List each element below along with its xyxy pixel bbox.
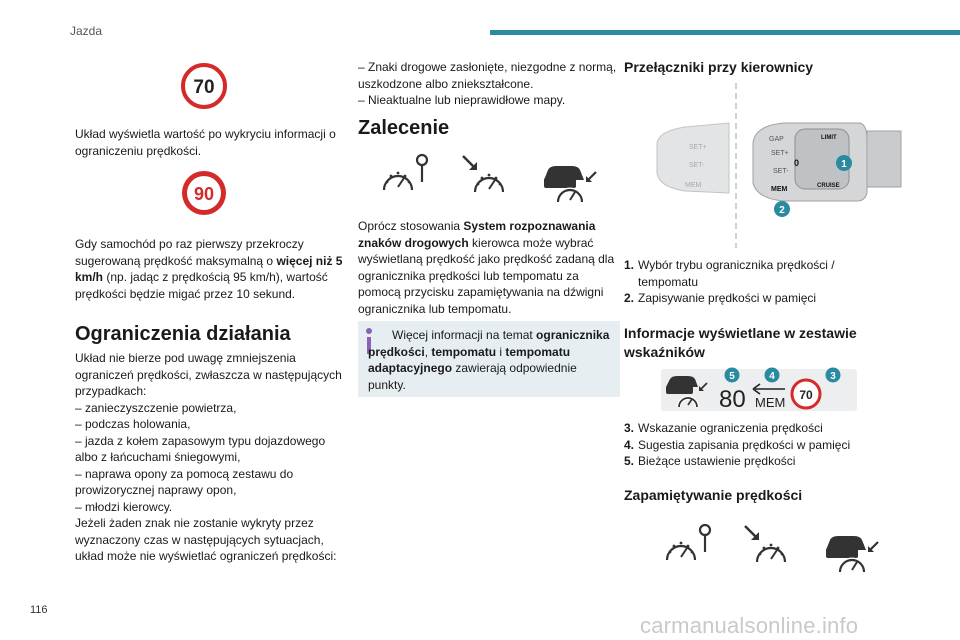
- svg-text:SET-: SET-: [689, 162, 705, 169]
- sign-70-text: 70: [193, 77, 215, 98]
- limitations-block: [75, 350, 343, 565]
- svg-text:0: 0: [794, 158, 800, 168]
- heading-steering-switches: Przełączniki przy kierownicy: [624, 59, 814, 75]
- heading-limitations: Ograniczenia działania: [75, 323, 291, 345]
- info-text: Więcej informacji na temat ogranicznika prędkości, tempomatu i tempomatu adaptacyjnego zawierają odpowiednie punkty.: [368, 328, 610, 392]
- info-box: [358, 321, 620, 397]
- limitations-item: – jazda z kołem zapasowym typu dojazdowego albo z łańcuchami śniegowymi,: [75, 433, 326, 464]
- overspeed-paragraph: Gdy samochód po raz pierwszy przekroczy sugerowaną prędkość maksymalną o więcej niż 5 km/h (np. jadąc z prędkością 95 km/h), wartość prędkości będzie migać przez 10 sekund.: [75, 237, 343, 301]
- speedometer-pin-icon: [661, 522, 717, 566]
- svg-text:CRUISE: CRUISE: [817, 183, 840, 189]
- svg-text:5: 5: [729, 371, 735, 382]
- svg-text:80: 80: [719, 386, 746, 413]
- recommendation-paragraph: Oprócz stosowania System rozpoznawania znaków drogowych kierowca może wybrać wyświetlaną prędkość jako prędkość zadaną dla ogranicznika prędkości lub tempomatu za pomocą przycisku zapamiętywania na dźwigni ogranicznika lub tempomatu.: [358, 219, 615, 316]
- legend-item: 4. Sugestia zapisania prędkości w pamięci: [624, 437, 851, 452]
- svg-text:70: 70: [799, 388, 813, 402]
- svg-text:1: 1: [841, 159, 847, 170]
- conditions-list: [358, 59, 624, 109]
- limitations-intro: Układ nie bierze pod uwagę zmniejszenia ograniczeń prędkości, zwłaszcza w następujących przypadkach:: [75, 351, 342, 398]
- cruise-car-icon: [542, 158, 600, 206]
- svg-text:SET+: SET+: [689, 144, 707, 151]
- svg-text:SET+: SET+: [771, 150, 789, 157]
- svg-text:MEM: MEM: [755, 395, 786, 410]
- svg-text:4: 4: [769, 371, 775, 382]
- intro-text: Układ wyświetla wartość po wykryciu informacji o ograniczeniu prędkości.: [75, 127, 336, 158]
- svg-text:GAP: GAP: [769, 136, 784, 143]
- legend-item: 2. Zapisywanie prędkości w pamięci: [624, 291, 817, 305]
- legend-item: 5. Bieżące ustawienie prędkości: [624, 454, 796, 468]
- svg-text:2: 2: [779, 205, 785, 216]
- switch-legend: [624, 257, 886, 307]
- cluster-badges: [722, 366, 842, 386]
- page-number: 116: [30, 604, 48, 616]
- limitations-outro: Jeżeli żaden znak nie zostanie wykryty przez wyznaczony czas w następujących sytuacjach, układ może nie wyświetlać ograniczeń prędkości:: [75, 516, 337, 563]
- speedometer-arrow-icon: [741, 522, 797, 566]
- sign-90-text: 90: [193, 184, 215, 204]
- limitations-item: – naprawa opony za pomocą zestawu do prowizorycznej naprawy opon,: [75, 466, 294, 497]
- header-accent-bar: [490, 30, 960, 35]
- heading-cluster-info: Informacje wyświetlane w zestawie wskaźników: [624, 325, 857, 360]
- watermark: carmanualsonline.info: [640, 613, 859, 638]
- svg-text:SET-: SET-: [773, 168, 789, 175]
- heading-recommendation: Zalecenie: [358, 117, 450, 139]
- section-title: Jazda: [70, 24, 103, 38]
- svg-text:MEM: MEM: [685, 182, 702, 189]
- svg-text:LIMIT: LIMIT: [821, 135, 837, 141]
- speedometer-arrow-icon: [459, 152, 515, 196]
- limitations-item: – podczas holowania,: [75, 417, 191, 431]
- cluster-legend: [624, 420, 886, 470]
- speed-limit-sign-70: [180, 62, 228, 110]
- heading-speed-memory: Zapamiętywanie prędkości: [624, 487, 803, 503]
- svg-text:MEM: MEM: [771, 186, 788, 193]
- legend-item: 3. Wskazanie ograniczenia prędkości: [624, 421, 823, 435]
- speedometer-pin-icon: [378, 152, 434, 196]
- steering-stalk-illustration: [645, 83, 903, 248]
- limitations-item: – zanieczyszczenie powietrza,: [75, 400, 237, 415]
- speed-limit-sign-90-flashing: [180, 169, 228, 217]
- conditions-item: – Nieaktualne lub nieprawidłowe mapy.: [358, 93, 566, 107]
- conditions-item: – Znaki drogowe zasłonięte, niezgodne z normą, uszkodzone albo zniekształcone.: [358, 60, 617, 91]
- legend-item: 1. Wybór trybu ogranicznika prędkości / tempomatu: [624, 258, 835, 289]
- svg-text:3: 3: [830, 371, 836, 382]
- cruise-car-icon: [824, 528, 882, 576]
- limitations-item: – młodzi kierowcy.: [75, 499, 173, 514]
